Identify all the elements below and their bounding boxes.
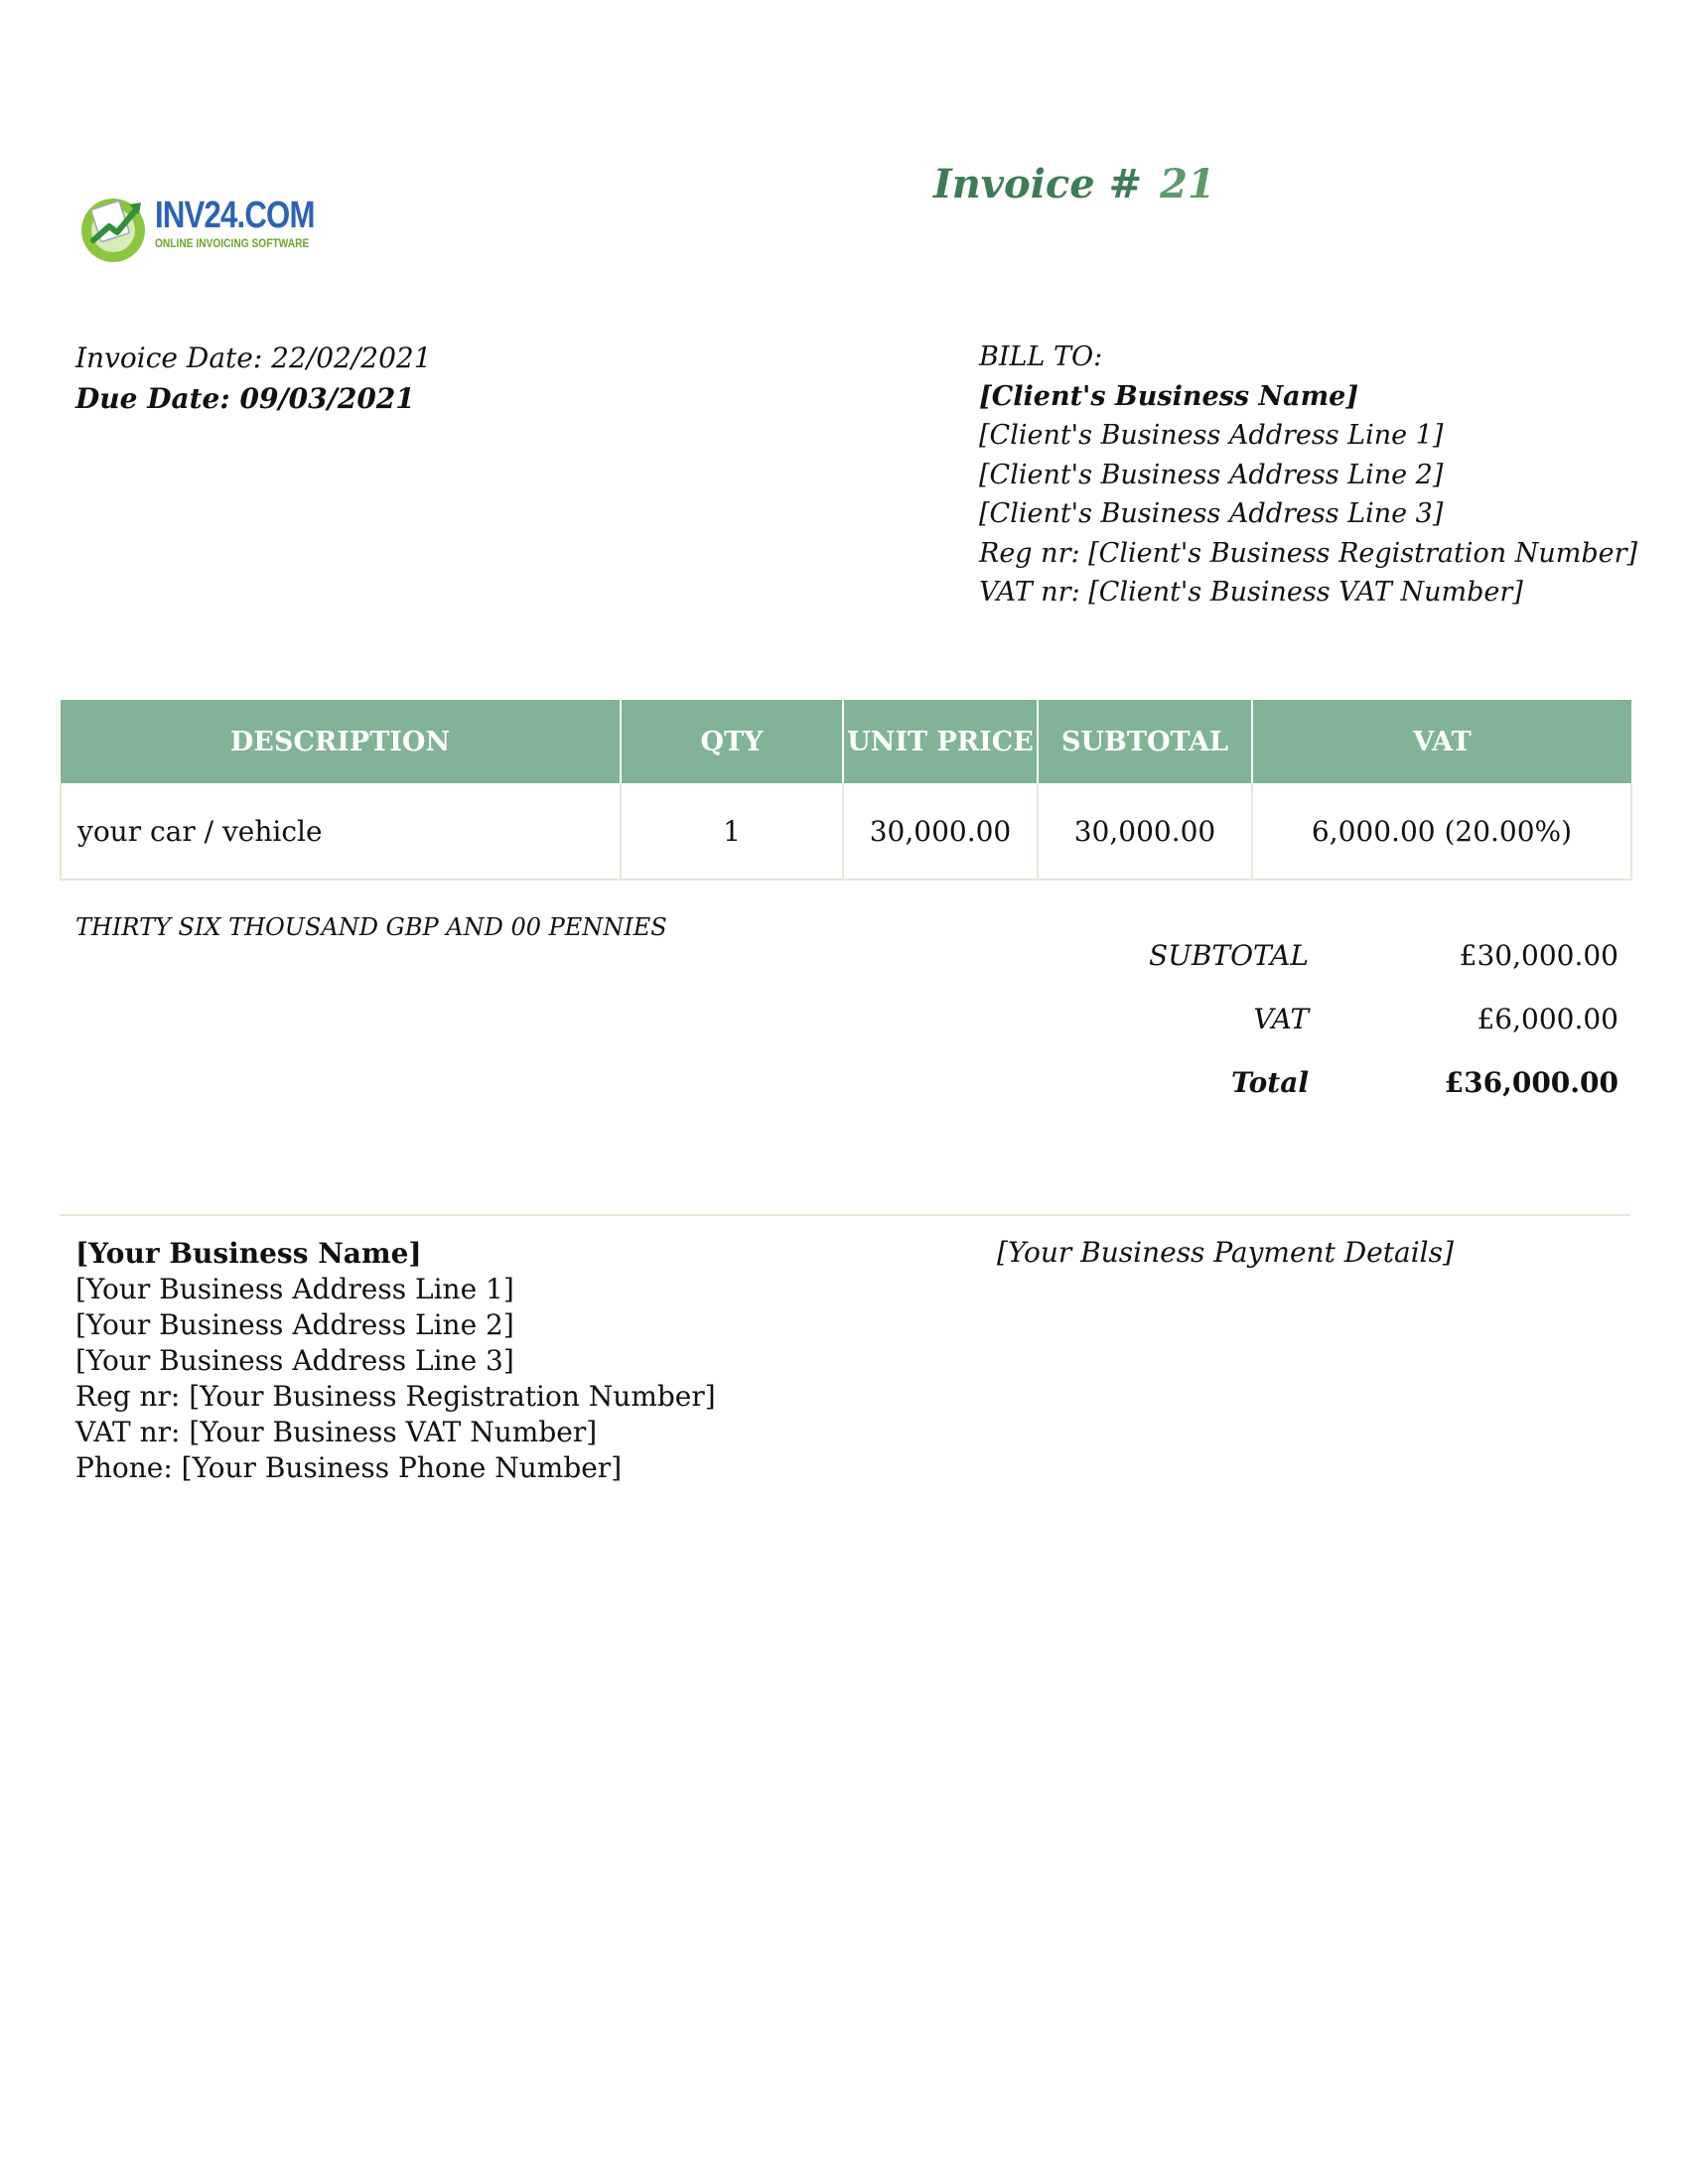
- client-address-line-2: [Client's Business Address Line 2]: [979, 459, 1444, 490]
- subtotal-label: SUBTOTAL: [1149, 939, 1309, 972]
- bill-to-block: [979, 338, 1637, 613]
- column-header-description: DESCRIPTION: [61, 700, 621, 783]
- total-value: £36,000.00: [1444, 1066, 1618, 1099]
- vat-row: [1053, 1003, 1618, 1066]
- total-label: Total: [1230, 1066, 1309, 1099]
- cell-description: your car / vehicle: [61, 783, 621, 880]
- invoice-date: Invoice Date: 22/02/2021: [75, 341, 432, 374]
- seller-address-line-2: [Your Business Address Line 2]: [75, 1308, 514, 1341]
- column-header-unit-price: UNIT PRICE: [843, 700, 1038, 783]
- client-reg-nr: Reg nr: [Client's Business Registration Number]: [979, 537, 1638, 569]
- seller-address-line-1: [Your Business Address Line 1]: [75, 1273, 514, 1305]
- seller-name: [Your Business Name]: [75, 1237, 422, 1270]
- cell-qty: 1: [621, 783, 843, 880]
- logo-wordmark: INV24.COM: [155, 195, 315, 236]
- seller-vat-nr: VAT nr: [Your Business VAT Number]: [75, 1416, 598, 1448]
- seller-phone: Phone: [Your Business Phone Number]: [75, 1451, 623, 1484]
- amount-in-words: THIRTY SIX THOUSAND GBP AND 00 PENNIES: [75, 913, 667, 941]
- column-header-subtotal: SUBTOTAL: [1038, 700, 1252, 783]
- company-logo: [75, 191, 314, 270]
- cell-vat: 6,000.00 (20.00%): [1252, 783, 1631, 880]
- invoice-dates: [75, 338, 432, 419]
- bill-to-label: BILL TO:: [979, 341, 1103, 372]
- line-items-table: [60, 700, 1632, 881]
- total-row: [1053, 1066, 1618, 1130]
- client-address-line-1: [Client's Business Address Line 1]: [979, 420, 1444, 451]
- vat-label: VAT: [1253, 1003, 1309, 1035]
- table-row: [61, 783, 1631, 880]
- subtotal-row: [1053, 939, 1618, 1003]
- seller-address-line-3: [Your Business Address Line 3]: [75, 1344, 514, 1377]
- client-name: [Client's Business Name]: [979, 380, 1359, 412]
- invoice-number: 21: [1160, 161, 1215, 207]
- column-header-qty: QTY: [621, 700, 843, 783]
- footer-divider: [60, 1214, 1630, 1216]
- client-vat-nr: VAT nr: [Client's Business VAT Number]: [979, 577, 1523, 608]
- invoice-title: [933, 161, 1215, 207]
- table-header-row: [61, 700, 1631, 783]
- cell-subtotal: 30,000.00: [1038, 783, 1252, 880]
- client-address-line-3: [Client's Business Address Line 3]: [979, 498, 1444, 529]
- cell-unit-price: 30,000.00: [843, 783, 1038, 880]
- seller-block: [75, 1236, 716, 1486]
- logo-icon: [75, 191, 151, 266]
- seller-reg-nr: Reg nr: [Your Business Registration Number]: [75, 1380, 716, 1413]
- due-date: Due Date: 09/03/2021: [75, 382, 415, 415]
- invoice-title-label: Invoice #: [933, 161, 1143, 207]
- column-header-vat: VAT: [1252, 700, 1631, 783]
- logo-tagline: ONLINE INVOICING SOFTWARE: [155, 236, 310, 250]
- payment-details: [Your Business Payment Details]: [997, 1236, 1454, 1269]
- totals-block: [1053, 939, 1618, 1130]
- vat-value: £6,000.00: [1477, 1003, 1618, 1035]
- subtotal-value: £30,000.00: [1459, 939, 1618, 972]
